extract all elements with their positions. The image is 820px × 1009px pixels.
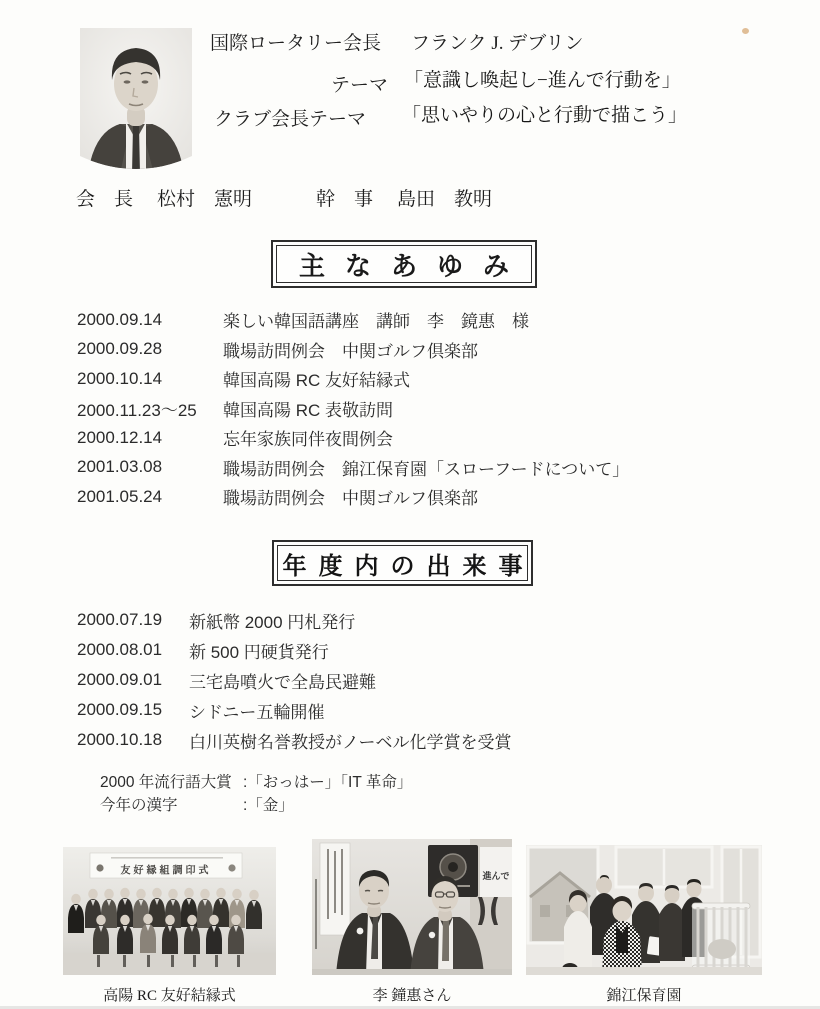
secretary-name: 島田 教明 (397, 189, 493, 210)
secretary-label: 幹 事 (316, 189, 374, 210)
scan-speck (742, 28, 749, 34)
list-item (77, 305, 629, 335)
event-date: 2000.07.19 (77, 610, 163, 629)
list-item (77, 394, 629, 424)
event-text: 韓国高陽 RC 表敬訪問 (223, 400, 393, 420)
year-events-list (77, 605, 512, 755)
event-text: 職場訪問例会 中関ゴルフ倶楽部 (223, 489, 478, 509)
ri-president-name: フランク J. デブリン (411, 33, 584, 54)
event-date: 2000.09.14 (77, 309, 163, 329)
event-text: 韓国高陽 RC 友好結縁式 (223, 371, 410, 391)
list-item (77, 725, 512, 755)
photo-kinko-nursery (526, 845, 762, 975)
club-theme-text: 「思いやりの心と行動で描こう」 (402, 105, 688, 126)
banner-text: 友好縁組調印式 (120, 865, 212, 877)
list-item (77, 695, 512, 725)
year-events-title: 年度内の出来事 (282, 553, 535, 580)
event-text: 新 500 円硬貨発行 (189, 642, 329, 662)
event-date: 2001.05.24 (77, 486, 163, 506)
floor (526, 967, 762, 975)
president-label: 会 長 (76, 189, 134, 210)
photo-caption: 錦江保育園 (606, 988, 682, 1004)
photo-lee-jonghye (312, 839, 512, 975)
list-item (77, 635, 512, 665)
event-date: 2000.10.14 (77, 368, 163, 388)
list-item (77, 605, 512, 635)
event-text: 職場訪問例会 錦江保育園「スローフードについて」 (223, 459, 630, 479)
floor (63, 953, 276, 975)
buzzword-value: :「おっはー」「IT 革命」 (243, 774, 413, 791)
child-in-crib (708, 939, 736, 959)
event-text: 白川英樹名誉教授がノーベル化学賞を受賞 (189, 732, 512, 752)
portrait-art (80, 28, 192, 174)
section-title-box-year-events (272, 540, 533, 586)
event-date: 2000.09.01 (77, 670, 163, 689)
kanji-label: 今年の漢字 (100, 797, 178, 814)
poster-text: 進んで (482, 871, 510, 881)
event-text: 新紙幣 2000 円札発行 (189, 612, 356, 632)
milestones-list (77, 305, 629, 512)
buzzword-label: 2000 年流行語大賞 (100, 774, 232, 791)
event-date: 2000.11.23～25 (77, 400, 197, 420)
event-text: 忘年家族同伴夜間例会 (223, 430, 393, 450)
list-item (77, 423, 629, 453)
event-text: 楽しい韓国語講座 講師 李 鏡惠 様 (223, 312, 529, 332)
photo-friendship-signing-ceremony (63, 847, 276, 975)
floor (312, 969, 512, 975)
event-date: 2000.09.28 (77, 339, 163, 359)
officers-line (76, 184, 492, 211)
ceremony-banner (90, 853, 242, 878)
event-date: 2000.10.18 (77, 730, 163, 749)
list-item (77, 453, 629, 483)
event-date: 2000.12.14 (77, 427, 163, 447)
president-portrait-photo (80, 28, 192, 174)
event-date: 2000.09.15 (77, 700, 163, 719)
ri-theme-text: 「意識し喚起し−進んで行動を」 (404, 70, 681, 91)
list-item (77, 482, 629, 512)
club-theme-label: クラブ会長テーマ (214, 109, 367, 130)
president-name: 松村 憲明 (157, 189, 253, 210)
list-item (77, 364, 629, 394)
photo-caption: 高陽 RC 友好結縁式 (103, 988, 236, 1004)
ri-theme-label: テーマ (331, 75, 389, 96)
milestones-title: 主なあゆみ (298, 250, 529, 281)
section-title-box-milestones (271, 240, 537, 288)
ri-president-line (210, 28, 584, 55)
kanji-value: :「金」 (243, 797, 294, 814)
year-notes (100, 771, 412, 817)
photo-caption: 李 鐘惠さん (372, 988, 452, 1004)
event-text: 職場訪問例会 中関ゴルフ倶楽部 (223, 341, 478, 361)
event-text: シドニー五輪開催 (189, 702, 325, 722)
list-item (77, 335, 629, 365)
event-date: 2001.03.08 (77, 457, 163, 477)
crib-fence (692, 903, 750, 973)
list-item (77, 665, 512, 695)
buzzword-line (100, 771, 412, 794)
event-date: 2000.08.01 (77, 640, 163, 659)
event-text: 三宅島噴火で全島民避難 (189, 672, 376, 692)
kanji-line (100, 794, 412, 817)
ri-president-label: 国際ロータリー会長 (210, 33, 382, 54)
